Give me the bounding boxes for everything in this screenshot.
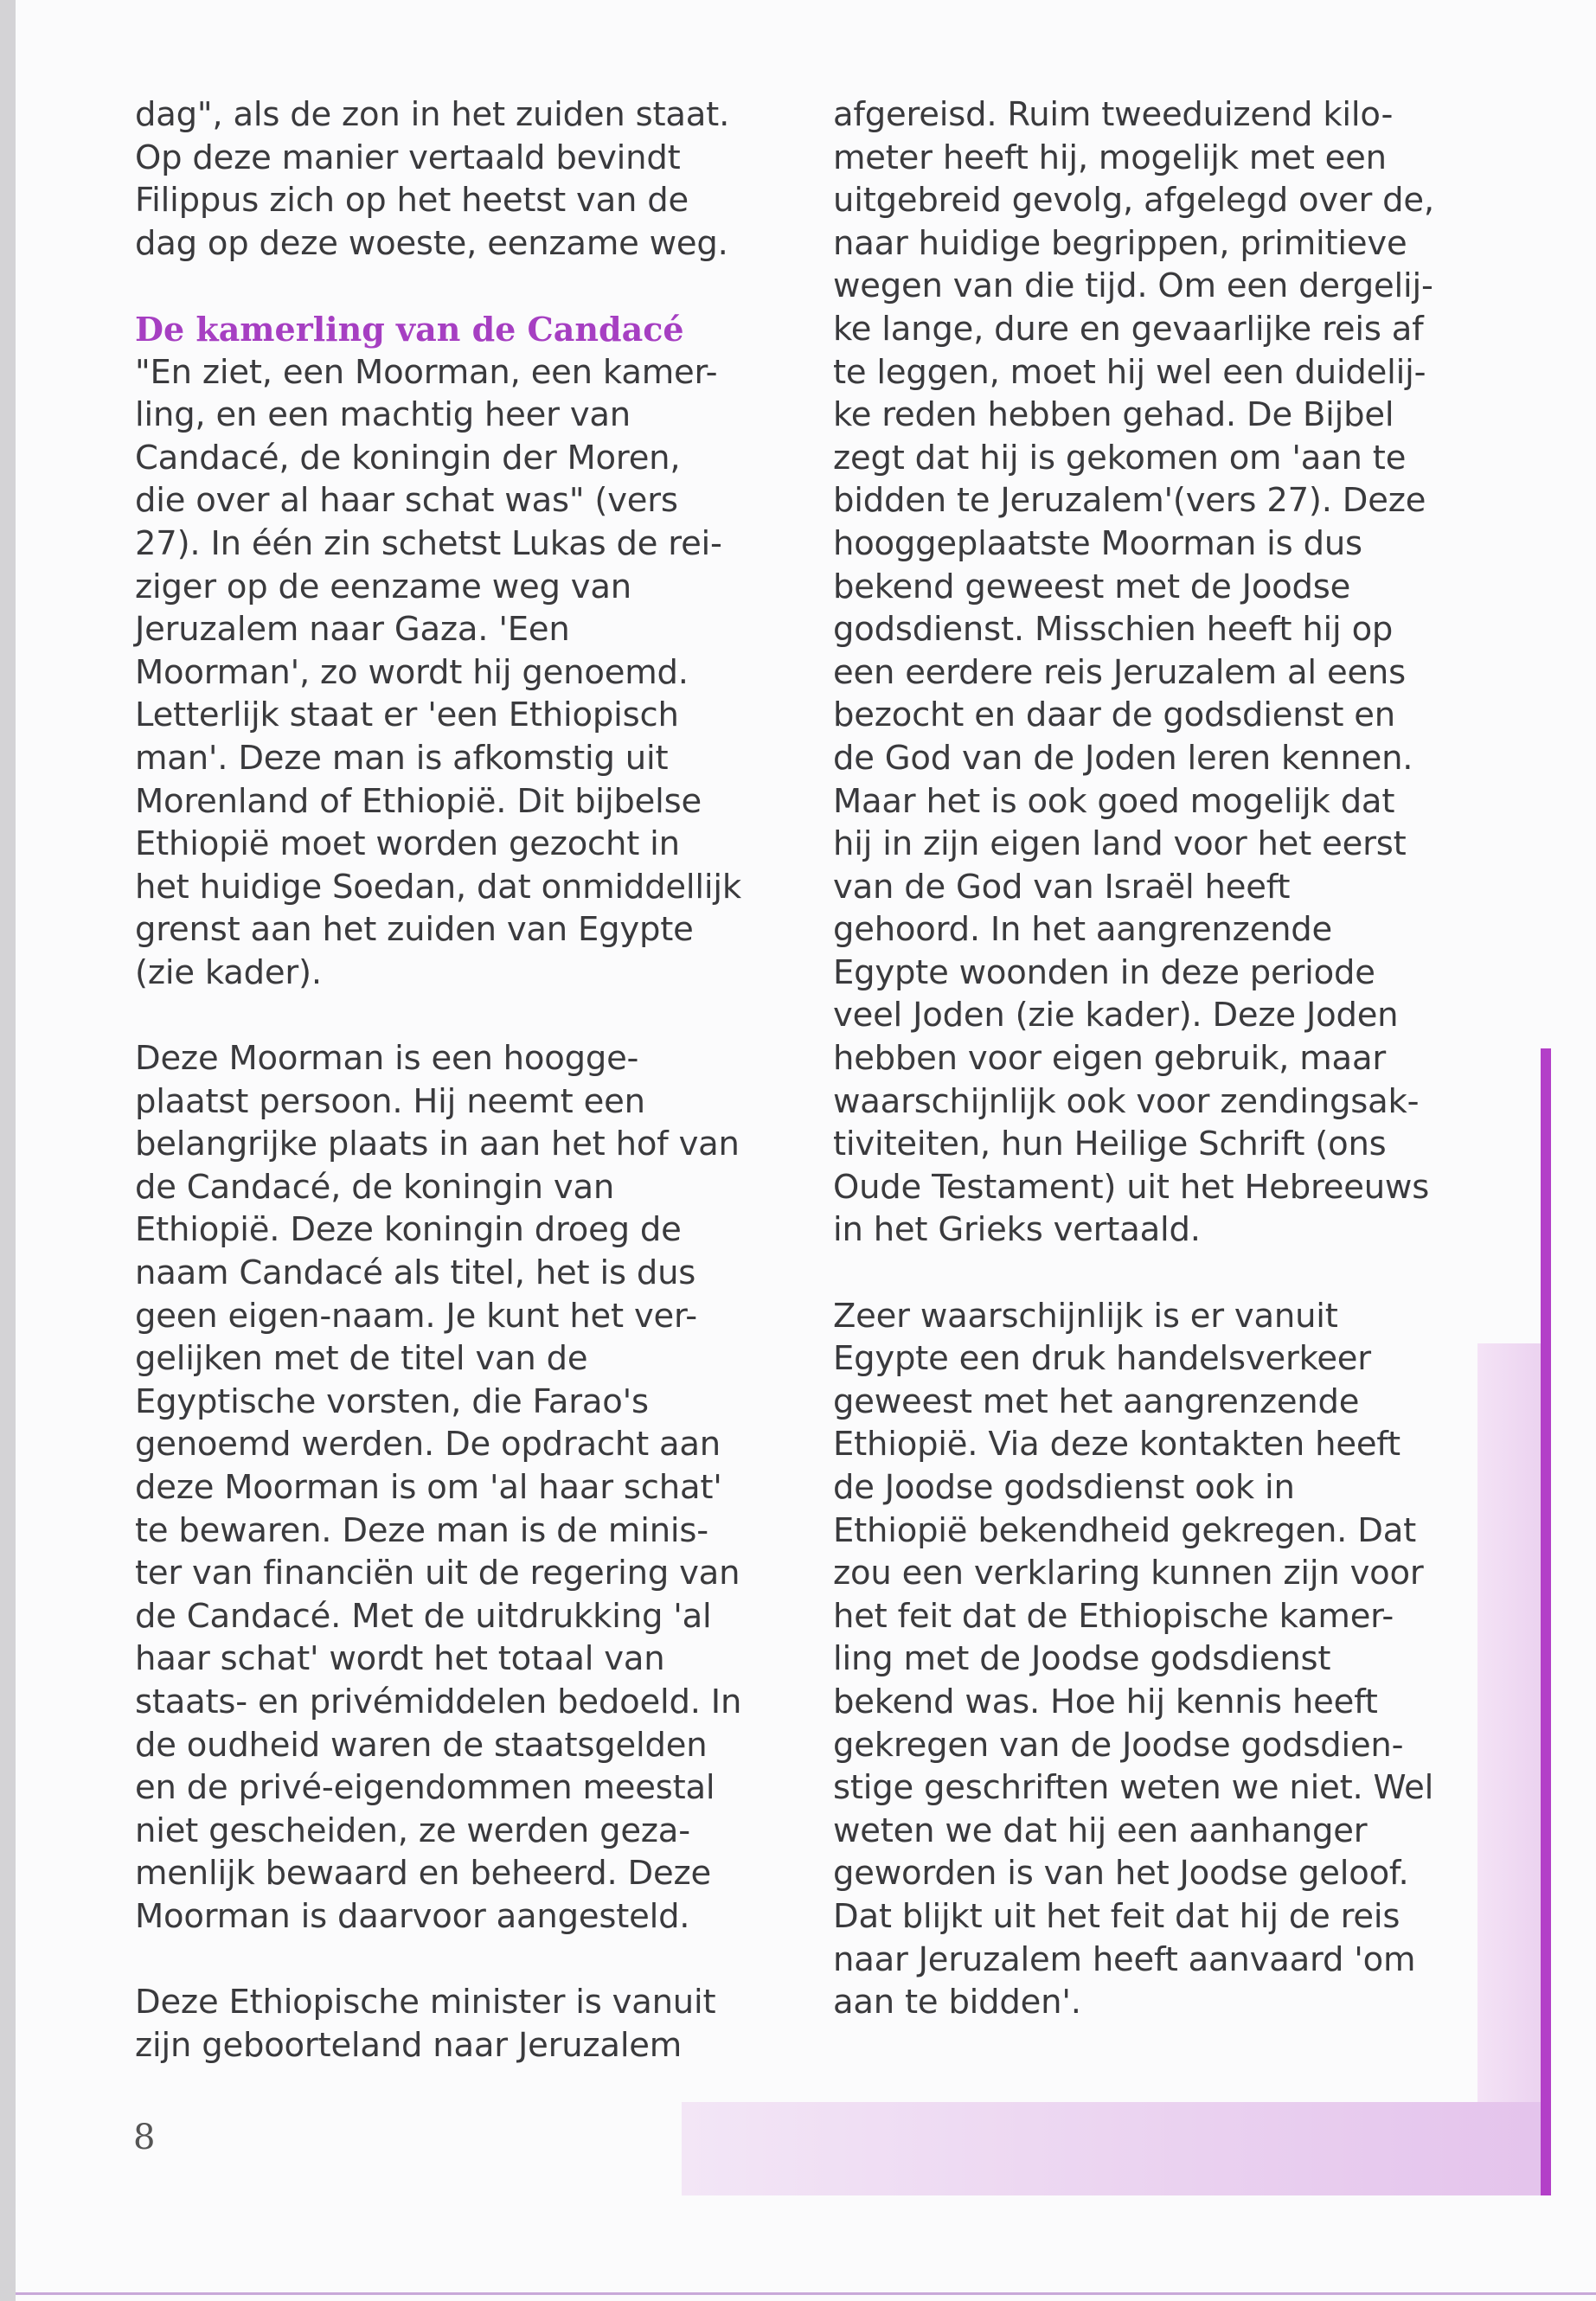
paragraph-gap: [833, 1252, 1473, 1295]
text-line: dag op deze woeste, eenzame weg.: [135, 223, 728, 263]
text-line: naar huidige begrippen, primitieve: [833, 223, 1407, 263]
document-page: [16, 0, 1596, 2301]
text-line: dag", als de zon in het zuiden staat.: [135, 95, 730, 134]
left-text-column: [135, 93, 779, 2067]
text-line: haar schat' wordt het totaal van: [135, 1639, 665, 1679]
text-line: grenst aan het zuiden van Egypte: [135, 910, 694, 950]
text-line: Moorman is daarvoor aangesteld.: [135, 1896, 690, 1936]
paragraph-gap: [135, 994, 779, 1037]
text-line: Deze Ethiopische minister is vanuit: [135, 1983, 716, 2022]
paragraph-gap: [135, 1939, 779, 1982]
text-line: Zeer waarschijnlijk is er vanuit: [833, 1296, 1338, 1336]
text-line: afgereisd. Ruim tweeduizend kilo-: [833, 95, 1394, 134]
text-line: Oude Testament) uit het Hebreeuws: [833, 1167, 1430, 1207]
text-line: de oudheid waren de staatsgelden: [135, 1725, 708, 1765]
section-heading: De kamerling van de Candacé: [135, 309, 684, 349]
text-line: ling, en een machtig heer van: [135, 395, 631, 435]
text-line: een eerdere reis Jeruzalem al eens: [833, 652, 1406, 692]
text-line: de Candacé, de koningin van: [135, 1167, 615, 1207]
text-line: naam Candacé als titel, het is dus: [135, 1253, 696, 1293]
text-line: Filippus zich op het heetst van de: [135, 181, 689, 221]
text-line: ter van financiën uit de regering van: [135, 1554, 740, 1593]
text-line: Candacé, de koningin der Moren,: [135, 438, 681, 478]
text-line: Dat blijkt uit het feit dat hij de reis: [833, 1896, 1401, 1936]
text-line: bekend was. Hoe hij kennis heeft: [833, 1682, 1378, 1721]
text-line: bezocht en daar de godsdienst en: [833, 695, 1395, 735]
text-line: Ethiopië. Deze koningin droeg de: [135, 1210, 682, 1250]
text-line: hooggeplaatste Moorman is dus: [833, 523, 1362, 563]
text-line: stige geschriften weten we niet. Wel: [833, 1768, 1434, 1808]
text-line: Egyptische vorsten, die Farao's: [135, 1381, 649, 1421]
text-line: die over al haar schat was" (vers: [135, 481, 678, 521]
text-line: wegen van die tijd. Om een dergelij-: [833, 266, 1433, 306]
text-line: hebben voor eigen gebruik, maar: [833, 1039, 1386, 1079]
text-line: van de God van Israël heeft: [833, 867, 1291, 907]
text-line: Op deze manier vertaald bevindt: [135, 138, 681, 177]
text-line: godsdienst. Misschien heeft hij op: [833, 610, 1394, 650]
text-line: gelijken met de titel van de: [135, 1339, 588, 1379]
text-line: plaatst persoon. Hij neemt een: [135, 1081, 645, 1121]
text-line: hij in zijn eigen land voor het eerst: [833, 824, 1407, 864]
right-text-column: [833, 93, 1473, 2024]
text-line: "En ziet, een Moorman, een kamer-: [135, 352, 718, 392]
text-line: uitgebreid gevolg, afgelegd over de,: [833, 181, 1434, 221]
text-line: staats- en privémiddelen bedoeld. In: [135, 1682, 742, 1721]
text-line: Ethiopië bekendheid gekregen. Dat: [833, 1510, 1416, 1550]
text-line: Deze Moorman is een hoogge-: [135, 1039, 639, 1079]
text-line: het feit dat de Ethiopische kamer-: [833, 1596, 1394, 1636]
text-line: Letterlijk staat er 'een Ethiopisch: [135, 695, 679, 735]
text-line: veel Joden (zie kader). Deze Joden: [833, 996, 1399, 1035]
text-line: ke lange, dure en gevaarlijke reis af: [833, 309, 1424, 349]
page-number: 8: [133, 2118, 156, 2157]
bottom-rule: [16, 2292, 1596, 2295]
text-line: menlijk bewaard en beheerd. Deze: [135, 1854, 711, 1894]
text-line: het huidige Soedan, dat onmiddellijk: [135, 867, 741, 907]
text-line: ling met de Joodse godsdienst: [833, 1639, 1331, 1679]
text-line: ziger op de eenzame weg van: [135, 567, 631, 606]
paragraph-gap: [135, 265, 779, 308]
text-line: zijn geboorteland naar Jeruzalem: [135, 2025, 683, 2065]
text-line: genoemd werden. De opdracht aan: [135, 1425, 721, 1465]
text-line: (zie kader).: [135, 952, 322, 992]
text-line: Jeruzalem naar Gaza. 'Een: [135, 610, 570, 650]
text-line: niet gescheiden, ze werden geza-: [135, 1811, 690, 1850]
text-line: aan te bidden'.: [833, 1983, 1081, 2022]
text-line: de Candacé. Met de uitdrukking 'al: [135, 1596, 712, 1636]
text-line: de God van de Joden leren kennen.: [833, 738, 1413, 778]
text-line: geworden is van het Joodse geloof.: [833, 1854, 1409, 1894]
text-line: zegt dat hij is gekomen om 'aan te: [833, 438, 1407, 478]
text-line: gekregen van de Joodse godsdien-: [833, 1725, 1404, 1765]
text-line: te bewaren. Deze man is de minis-: [135, 1510, 708, 1550]
text-line: weten we dat hij een aanhanger: [833, 1811, 1368, 1850]
text-line: bidden te Jeruzalem'(vers 27). Deze: [833, 481, 1426, 521]
decorative-accent-bar: [1541, 1048, 1551, 2195]
text-line: zou een verklaring kunnen zijn voor: [833, 1554, 1424, 1593]
text-line: waarschijnlijk ook voor zendingsak-: [833, 1081, 1420, 1121]
text-line: in het Grieks vertaald.: [833, 1210, 1201, 1250]
text-line: Maar het is ook goed mogelijk dat: [833, 781, 1395, 821]
text-line: naar Jeruzalem heeft aanvaard 'om: [833, 1939, 1416, 1979]
text-line: 27). In één zin schetst Lukas de rei-: [135, 523, 722, 563]
text-line: te leggen, moet hij wel een duidelij-: [833, 352, 1426, 392]
text-line: meter heeft hij, mogelijk met een: [833, 138, 1387, 177]
text-line: de Joodse godsdienst ook in: [833, 1468, 1295, 1507]
text-line: gehoord. In het aangrenzende: [833, 910, 1333, 950]
text-line: geen eigen-naam. Je kunt het ver-: [135, 1296, 697, 1336]
text-line: deze Moorman is om 'al haar schat': [135, 1468, 722, 1507]
text-line: Ethiopië. Via deze kontakten heeft: [833, 1425, 1401, 1465]
text-line: Egypte een druk handelsverkeer: [833, 1339, 1371, 1379]
text-line: Egypte woonden in deze periode: [833, 952, 1375, 992]
decorative-tint-strip: [682, 2102, 1551, 2195]
text-line: man'. Deze man is afkomstig uit: [135, 738, 669, 778]
text-line: Morenland of Ethiopië. Dit bijbelse: [135, 781, 702, 821]
text-line: tiviteiten, hun Heilige Schrift (ons: [833, 1125, 1387, 1164]
text-line: belangrijke plaats in aan het hof van: [135, 1125, 740, 1164]
text-line: en de privé-eigendommen meestal: [135, 1768, 715, 1808]
text-line: ke reden hebben gehad. De Bijbel: [833, 395, 1394, 435]
text-line: bekend geweest met de Joodse: [833, 567, 1351, 606]
text-line: Moorman', zo wordt hij genoemd.: [135, 652, 689, 692]
text-line: Ethiopië moet worden gezocht in: [135, 824, 680, 864]
text-line: geweest met het aangrenzende: [833, 1381, 1360, 1421]
